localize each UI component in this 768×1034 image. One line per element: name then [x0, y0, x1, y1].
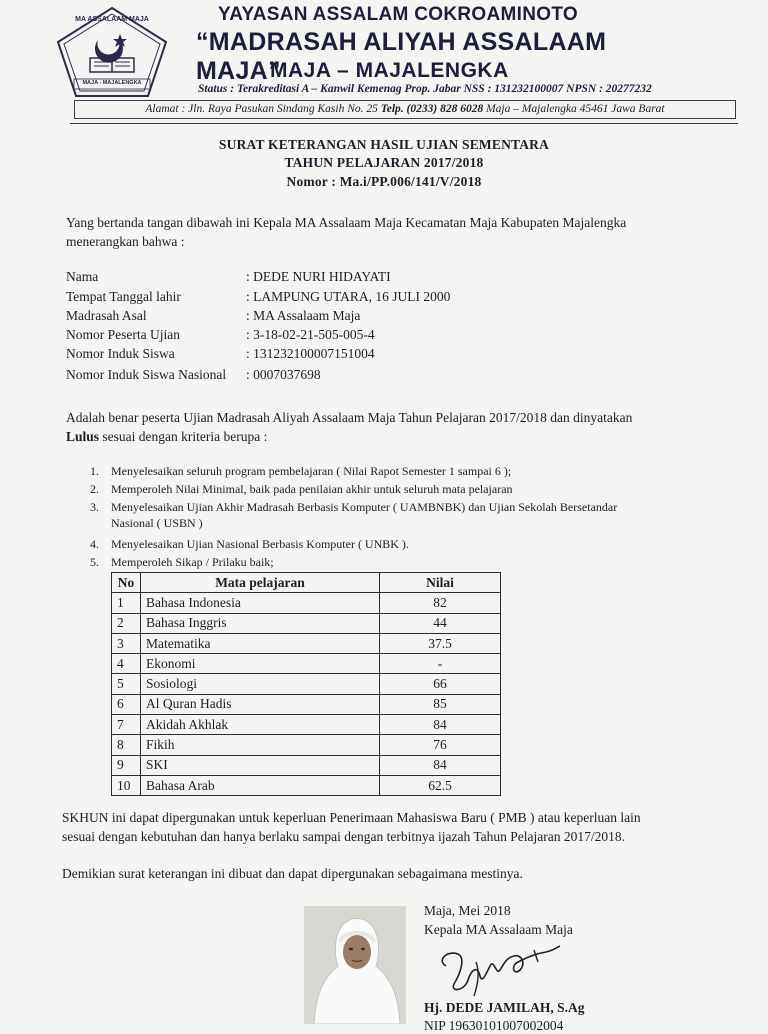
criteria-number: 3.: [90, 500, 99, 514]
row-value: 44: [380, 613, 501, 633]
row-value: -: [380, 654, 501, 674]
criteria-item: [90, 499, 730, 531]
criteria-item: [90, 536, 730, 552]
table-row: [112, 715, 501, 735]
identity-value-birth: : LAMPUNG UTARA, 16 JULI 2000: [246, 289, 451, 304]
identity-label-school: Madrasah Asal: [66, 308, 147, 323]
criteria-text: Memperoleh Sikap / Prilaku baik;: [111, 555, 274, 569]
row-no: 2: [112, 613, 141, 633]
criteria-number: 4.: [90, 537, 99, 551]
address-post: Maja – Majalengka 45461 Jawa Barat: [483, 103, 665, 115]
logo-text-bottom: MAJA - MAJALENGKA: [82, 80, 142, 86]
row-value: 84: [380, 755, 501, 775]
logo-text-top: MA ASSALAAM MAJA: [75, 16, 149, 23]
criteria-text: Menyelesaikan Ujian Akhir Madrasah Berbasis Komputer ( UAMBNBK) dan Ujian Sekolah Bersetandar: [111, 500, 618, 514]
identity-value-nis: : 131232100007151004: [246, 346, 375, 361]
table-row: [112, 674, 501, 694]
identity-value-school: : MA Assalaam Maja: [246, 308, 361, 323]
identity-label-birth: Tempat Tanggal lahir: [66, 289, 181, 304]
statement-line-2: [66, 427, 726, 446]
intro-line-2: menerangkan bahwa :: [66, 234, 185, 249]
row-subject: Matematika: [141, 633, 380, 653]
header-subject: Mata pelajaran: [141, 573, 380, 593]
criteria-item: [90, 463, 730, 479]
criteria-text-continued: Nasional ( USBN ): [111, 516, 203, 530]
criteria-number: 2.: [90, 482, 99, 496]
document-title: SURAT KETERANGAN HASIL UJIAN SEMENTARA: [218, 137, 550, 152]
identity-label-nis: Nomor Induk Siswa: [66, 346, 175, 361]
criteria-item: [90, 554, 730, 570]
address-pre: Alamat : Jln. Raya Pasukan Sindang Kasih No. 25: [145, 103, 381, 115]
row-subject: SKI: [141, 755, 380, 775]
statement-line-1: Adalah benar peserta Ujian Madrasah Aliyah Assalaam Maja Tahun Pelajaran 2017/2018 dan dinyatakan: [66, 410, 633, 425]
row-subject: Akidah Akhlak: [141, 715, 380, 735]
row-subject: Sosiologi: [141, 674, 380, 694]
school-address: [74, 100, 736, 119]
identity-label-exam-no: Nomor Peserta Ujian: [66, 327, 180, 342]
table-row: [112, 735, 501, 755]
table-row: [112, 755, 501, 775]
row-no: 7: [112, 715, 141, 735]
identity-value-exam-no: : 3-18-02-21-505-005-4: [246, 327, 375, 342]
row-no: 10: [112, 775, 141, 795]
row-no: 4: [112, 654, 141, 674]
row-subject: Ekonomi: [141, 654, 380, 674]
signature-place-date: Maja, Mei 2018: [424, 903, 511, 918]
criteria-text: Menyelesaikan seluruh program pembelajaran ( Nilai Rapot Semester 1 sampai 6 );: [111, 464, 512, 478]
signature-position: Kepala MA Assalaam Maja: [424, 922, 573, 937]
row-value: 66: [380, 674, 501, 694]
organization-name: YAYASAN ASSALAM COKROAMINOTO: [218, 4, 578, 25]
row-no: 1: [112, 593, 141, 613]
table-row: [112, 633, 501, 653]
student-photo: [304, 906, 406, 1024]
row-no: 8: [112, 735, 141, 755]
usage-line-2: sesuai dengan kebutuhan dan hanya berlaku sampai dengan terbitnya ijazah Tahun Pelajaran 2017/2018.: [62, 829, 625, 844]
row-value: 85: [380, 694, 501, 714]
signatory-name: Hj. DEDE JAMILAH, S.Ag: [424, 1000, 585, 1015]
passed-label: Lulus: [66, 429, 100, 444]
row-subject: Bahasa Arab: [141, 775, 380, 795]
row-value: 84: [380, 715, 501, 735]
usage-line-1: SKHUN ini dapat dipergunakan untuk keperluan Penerimaan Mahasiswa Baru ( PMB ) atau keperluan lain: [62, 810, 641, 825]
table-row: [112, 613, 501, 633]
identity-value-nisn: : 0007037698: [246, 367, 321, 382]
row-value: 76: [380, 735, 501, 755]
table-row: [112, 775, 501, 795]
identity-label-nisn: Nomor Induk Siswa Nasional: [66, 367, 227, 382]
header-no: No: [112, 573, 141, 593]
accreditation-status: Status : Terakreditasi A – Kanwil Kemenag Prop. Jabar NSS : 131232100007 NPSN : 20277232: [198, 83, 652, 95]
identity-value-name: : DEDE NURI HIDAYATI: [246, 269, 391, 284]
table-row: [112, 654, 501, 674]
school-city: MAJA – MAJALENGKA: [270, 59, 509, 82]
row-value: 37.5: [380, 633, 501, 653]
identity-label-name: Nama: [66, 269, 99, 284]
row-no: 5: [112, 674, 141, 694]
table-row: [112, 593, 501, 613]
address-phone: Telp. (0233) 828 6028: [380, 103, 484, 115]
closing-statement: Demikian surat keterangan ini dibuat dan dapat dipergunakan sebagaimana mestinya.: [62, 866, 523, 881]
intro-line-1: Yang bertanda tangan dibawah ini Kepala MA Assalaam Maja Kecamatan Maja Kabupaten Majalengka: [66, 215, 627, 230]
document-number: Nomor : Ma.i/PP.006/141/V/2018: [286, 174, 482, 189]
criteria-number: 1.: [90, 464, 99, 478]
signatory-nip: NIP 19630101007002004: [424, 1018, 564, 1033]
school-logo: [54, 6, 170, 98]
header-value: Nilai: [380, 573, 501, 593]
handwritten-signature: [434, 936, 564, 998]
school-name: “MADRASAH ALIYAH ASSALAAM MAJA”: [196, 28, 607, 85]
row-no: 3: [112, 633, 141, 653]
row-subject: Al Quran Hadis: [141, 694, 380, 714]
academic-year: TAHUN PELAJARAN 2017/2018: [284, 155, 484, 170]
letterhead-divider: [70, 123, 738, 124]
table-header-row: [112, 573, 501, 593]
row-no: 9: [112, 755, 141, 775]
criteria-number: 5.: [90, 555, 99, 569]
criteria-text: Memperoleh Nilai Minimal, baik pada penilaian akhir untuk seluruh mata pelajaran: [111, 482, 513, 496]
criteria-text: Menyelesaikan Ujian Nasional Berbasis Komputer ( UNBK ).: [111, 537, 409, 551]
table-row: [112, 694, 501, 714]
row-value: 62.5: [380, 775, 501, 795]
grades-table: [111, 572, 501, 796]
row-value: 82: [380, 593, 501, 613]
criteria-item: [90, 481, 730, 497]
row-subject: Bahasa Indonesia: [141, 593, 380, 613]
row-no: 6: [112, 694, 141, 714]
row-subject: Bahasa Inggris: [141, 613, 380, 633]
row-subject: Fikih: [141, 735, 380, 755]
statement-line-2-rest: sesuai dengan kriteria berupa :: [99, 429, 268, 444]
